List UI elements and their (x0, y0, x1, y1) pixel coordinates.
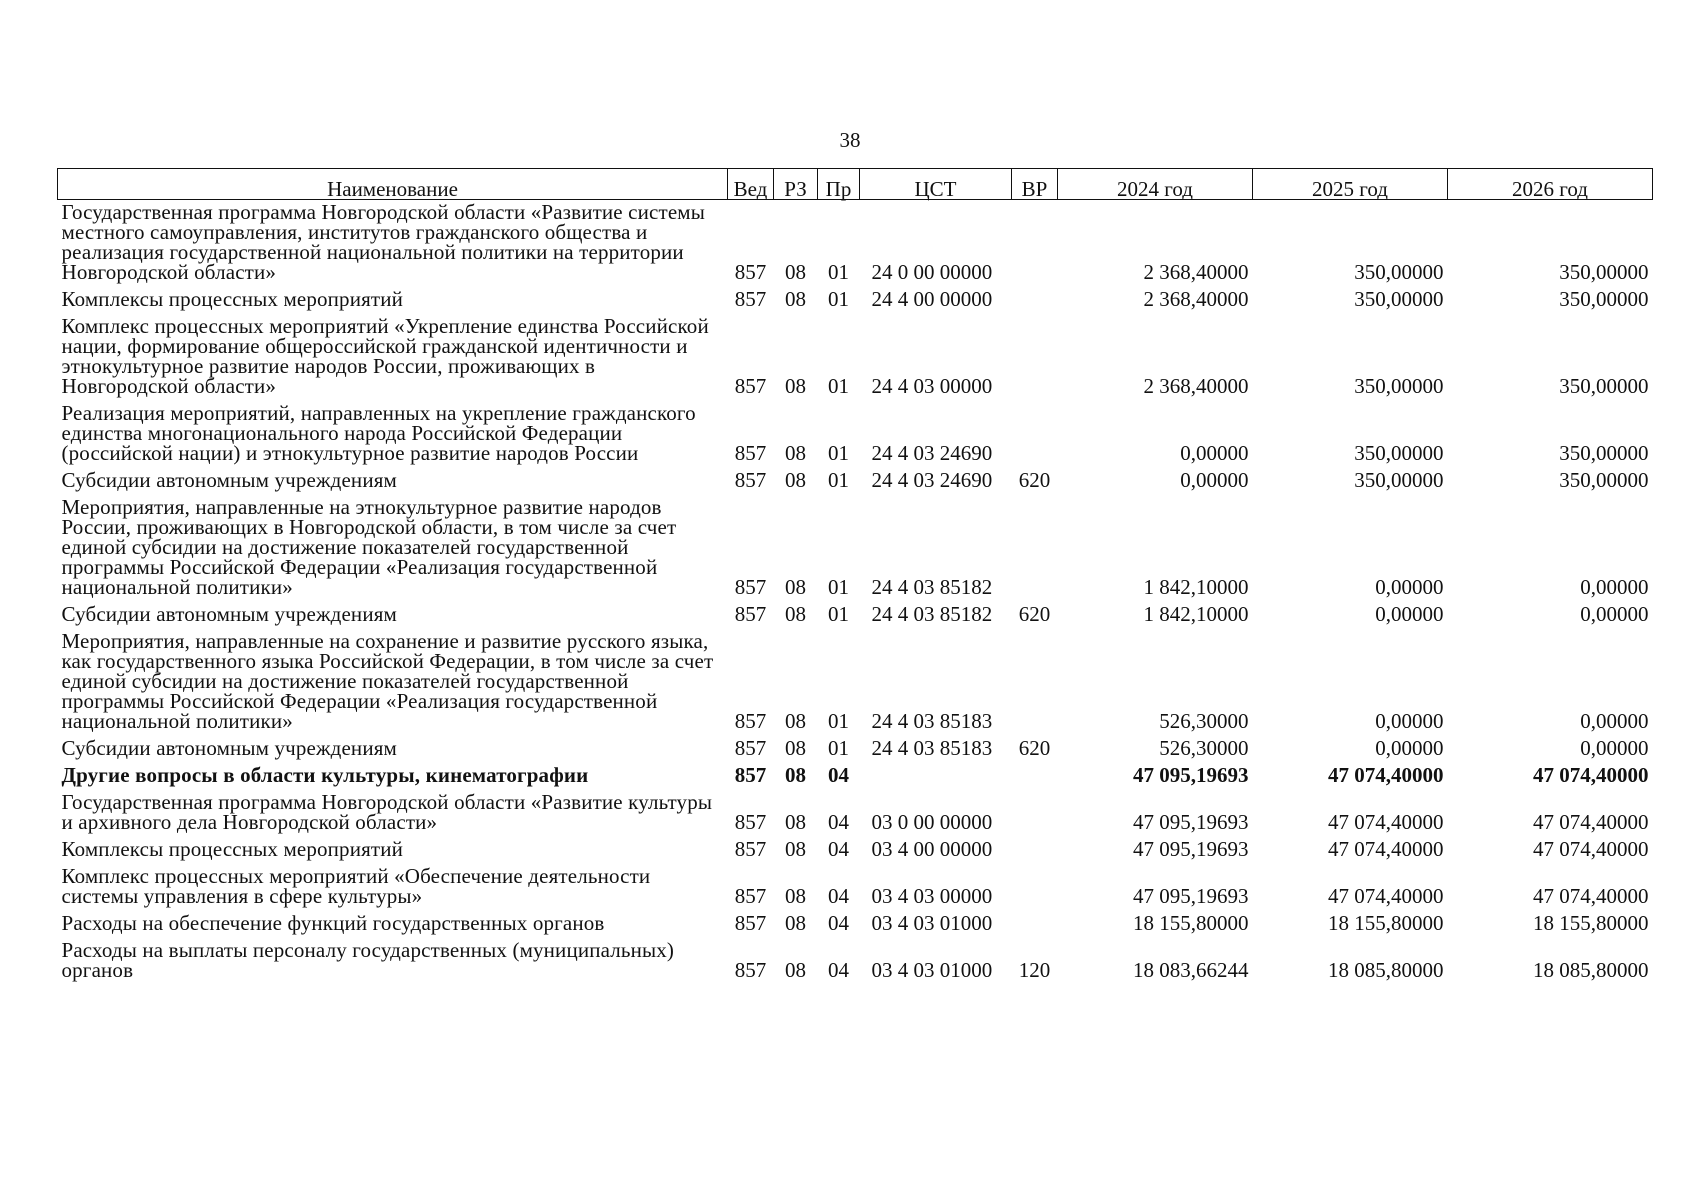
table-row (58, 629, 1653, 736)
row-amount-2025: 350,00000 (1354, 468, 1444, 492)
row-amount-2024: 2 368,40000 (1143, 374, 1249, 398)
row-rz: 08 (785, 575, 806, 599)
row-rz: 08 (785, 441, 806, 465)
row-cst: 24 4 03 85182 (871, 602, 993, 626)
row-amount-2026: 47 074,40000 (1533, 837, 1649, 861)
row-vr (1012, 864, 1058, 911)
row-amount-2026: 350,00000 (1559, 441, 1649, 465)
row-ved: 857 (734, 709, 767, 733)
table-row (58, 763, 1653, 790)
row-cst: 03 0 00 00000 (871, 810, 993, 834)
row-amount-2024: 18 155,80000 (1133, 911, 1249, 935)
row-rz: 08 (785, 810, 806, 834)
row-amount-2024: 526,30000 (1159, 736, 1249, 760)
row-ved: 857 (734, 468, 767, 492)
row-ved: 857 (734, 763, 767, 787)
row-ved: 857 (734, 441, 767, 465)
table-row (58, 401, 1653, 468)
row-amount-2026: 0,00000 (1580, 575, 1649, 599)
row-pr: 01 (828, 602, 849, 626)
row-pr: 01 (828, 441, 849, 465)
row-vr (1012, 401, 1058, 468)
row-amount-2024: 47 095,19693 (1133, 810, 1249, 834)
row-amount-2026: 47 074,40000 (1533, 810, 1649, 834)
row-ved: 857 (734, 736, 767, 760)
row-cst: 24 4 00 00000 (871, 287, 993, 311)
row-amount-2026: 47 074,40000 (1533, 884, 1649, 908)
row-vr: 620 (1018, 602, 1051, 626)
row-vr (1012, 314, 1058, 401)
header-2024: 2024 год (1058, 169, 1253, 200)
row-vr (1012, 837, 1058, 864)
row-pr: 04 (828, 837, 849, 861)
table-body (58, 200, 1653, 986)
row-name: Субсидии автономным учреждениям (61, 468, 397, 492)
table-header (58, 169, 1653, 200)
header-name: Наименование (58, 169, 728, 200)
row-rz: 08 (785, 837, 806, 861)
row-amount-2026: 0,00000 (1580, 602, 1649, 626)
row-name: Реализация мероприятий, направленных на укрепление гражданского единства многонационального народа Российской Федерации (российской нации) и этнокультурное развитие народов России (61, 401, 696, 465)
row-pr: 01 (828, 260, 849, 284)
page-number: 38 (839, 128, 861, 152)
row-amount-2025: 350,00000 (1354, 441, 1444, 465)
row-amount-2025: 47 074,40000 (1328, 837, 1444, 861)
row-pr: 01 (828, 736, 849, 760)
header-cst: ЦСТ (860, 169, 1012, 200)
row-amount-2025: 18 155,80000 (1328, 911, 1444, 935)
row-name: Субсидии автономным учреждениям (61, 736, 397, 760)
row-pr: 01 (828, 468, 849, 492)
row-amount-2025: 47 074,40000 (1328, 763, 1444, 787)
row-rz: 08 (785, 763, 806, 787)
row-cst: 03 4 00 00000 (871, 837, 993, 861)
row-rz: 08 (785, 884, 806, 908)
table-row (58, 200, 1653, 288)
row-pr: 01 (828, 374, 849, 398)
row-amount-2024: 47 095,19693 (1133, 837, 1249, 861)
row-name: Комплексы процессных мероприятий (61, 287, 404, 311)
header-2025: 2025 год (1253, 169, 1448, 200)
row-pr: 04 (828, 958, 849, 982)
row-vr: 620 (1018, 736, 1051, 760)
row-amount-2024: 2 368,40000 (1143, 260, 1249, 284)
row-ved: 857 (734, 575, 767, 599)
table-row (58, 938, 1653, 985)
row-cst: 03 4 03 00000 (871, 884, 993, 908)
row-vr (1012, 200, 1058, 288)
row-vr (1012, 790, 1058, 837)
row-amount-2024: 1 842,10000 (1143, 602, 1249, 626)
row-amount-2026: 0,00000 (1580, 736, 1649, 760)
row-amount-2024: 0,00000 (1180, 441, 1249, 465)
row-amount-2026: 350,00000 (1559, 260, 1649, 284)
row-amount-2026: 350,00000 (1559, 468, 1649, 492)
row-rz: 08 (785, 709, 806, 733)
row-amount-2024: 2 368,40000 (1143, 287, 1249, 311)
table-row (58, 864, 1653, 911)
header-row (58, 169, 1653, 200)
row-name: Расходы на выплаты персоналу государственных (муниципальных) органов (61, 938, 675, 982)
row-ved: 857 (734, 911, 767, 935)
row-cst (860, 763, 1012, 790)
header-2026: 2026 год (1448, 169, 1653, 200)
row-rz: 08 (785, 260, 806, 284)
row-pr: 01 (828, 287, 849, 311)
row-cst: 24 4 03 24690 (871, 468, 993, 492)
row-pr: 04 (828, 763, 849, 787)
row-name: Мероприятия, направленные на сохранение и развитие русского языка, как государственного языка Российской Федерации, в том числе за счет единой субсидии на достижение показателей государственной программы Российской Федерации «Реализация государственной национальной политики» (61, 629, 714, 733)
row-ved: 857 (734, 837, 767, 861)
row-cst: 24 4 03 00000 (871, 374, 993, 398)
row-amount-2025: 0,00000 (1375, 709, 1444, 733)
row-amount-2025: 18 085,80000 (1328, 958, 1444, 982)
header-rz: РЗ (774, 169, 818, 200)
row-amount-2026: 350,00000 (1559, 374, 1649, 398)
row-pr: 04 (828, 911, 849, 935)
row-ved: 857 (734, 260, 767, 284)
row-cst: 24 4 03 85183 (871, 736, 993, 760)
budget-table (57, 168, 1653, 985)
row-rz: 08 (785, 602, 806, 626)
row-vr (1012, 495, 1058, 602)
row-rz: 08 (785, 468, 806, 492)
row-ved: 857 (734, 810, 767, 834)
row-cst: 03 4 03 01000 (871, 958, 993, 982)
row-vr (1012, 911, 1058, 938)
row-name: Комплекс процессных мероприятий «Укрепление единства Российской нации, формирование общероссийской гражданской идентичности и этнокультурное развитие народов России, проживающих в Новгородской области» (61, 314, 709, 398)
row-vr: 120 (1018, 958, 1051, 982)
row-amount-2024: 1 842,10000 (1143, 575, 1249, 599)
table-row (58, 602, 1653, 629)
table-row (58, 314, 1653, 401)
row-rz: 08 (785, 287, 806, 311)
table-row (58, 495, 1653, 602)
row-vr (1012, 287, 1058, 314)
row-ved: 857 (734, 602, 767, 626)
row-rz: 08 (785, 958, 806, 982)
row-cst: 24 4 03 24690 (871, 441, 993, 465)
table-row (58, 911, 1653, 938)
row-rz: 08 (785, 374, 806, 398)
row-name: Государственная программа Новгородской области «Развитие культуры и архивного дела Новгородской области» (61, 790, 713, 834)
row-pr: 04 (828, 810, 849, 834)
row-amount-2024: 526,30000 (1159, 709, 1249, 733)
row-cst: 24 4 03 85182 (871, 575, 993, 599)
row-ved: 857 (734, 374, 767, 398)
row-amount-2025: 0,00000 (1375, 736, 1444, 760)
row-amount-2025: 350,00000 (1354, 260, 1444, 284)
row-amount-2026: 18 085,80000 (1533, 958, 1649, 982)
header-pr: Пр (818, 169, 860, 200)
row-amount-2024: 47 095,19693 (1133, 763, 1249, 787)
row-amount-2024: 18 083,66244 (1133, 958, 1249, 982)
row-ved: 857 (734, 884, 767, 908)
row-amount-2025: 350,00000 (1354, 287, 1444, 311)
row-name: Комплексы процессных мероприятий (61, 837, 404, 861)
row-pr: 04 (828, 884, 849, 908)
row-amount-2026: 47 074,40000 (1533, 763, 1649, 787)
row-cst: 03 4 03 01000 (871, 911, 993, 935)
table-row (58, 287, 1653, 314)
table-row (58, 468, 1653, 495)
row-name: Комплекс процессных мероприятий «Обеспечение деятельности системы управления в сфере культуры» (61, 864, 651, 908)
row-amount-2025: 47 074,40000 (1328, 884, 1444, 908)
row-amount-2024: 0,00000 (1180, 468, 1249, 492)
row-rz: 08 (785, 736, 806, 760)
header-vr: ВР (1012, 169, 1058, 200)
row-pr: 01 (828, 709, 849, 733)
row-amount-2026: 18 155,80000 (1533, 911, 1649, 935)
row-amount-2025: 0,00000 (1375, 602, 1444, 626)
row-ved: 857 (734, 958, 767, 982)
row-amount-2025: 0,00000 (1375, 575, 1444, 599)
row-cst: 24 0 00 00000 (871, 260, 993, 284)
row-cst: 24 4 03 85183 (871, 709, 993, 733)
table-row (58, 736, 1653, 763)
row-name: Государственная программа Новгородской области «Развитие системы местного самоуправления, институтов гражданского общества и реализация государственной национальной политики на территории Новгородской области» (61, 200, 705, 284)
row-name: Мероприятия, направленные на этнокультурное развитие народов России, проживающих в Новгородской области, в том числе за счет единой субсидии на достижение показателей государственной программы Российской Федерации «Реализация государственной национальной политики» (61, 495, 677, 599)
row-name: Другие вопросы в области культуры, кинематографии (61, 763, 589, 787)
row-amount-2025: 47 074,40000 (1328, 810, 1444, 834)
table-row (58, 837, 1653, 864)
row-rz: 08 (785, 911, 806, 935)
row-name: Расходы на обеспечение функций государственных органов (61, 911, 605, 935)
row-name: Субсидии автономным учреждениям (61, 602, 397, 626)
row-vr (1012, 629, 1058, 736)
row-ved: 857 (734, 287, 767, 311)
row-amount-2026: 350,00000 (1559, 287, 1649, 311)
header-ved: Вед (728, 169, 774, 200)
row-amount-2026: 0,00000 (1580, 709, 1649, 733)
table-row (58, 790, 1653, 837)
row-amount-2025: 350,00000 (1354, 374, 1444, 398)
row-vr: 620 (1018, 468, 1051, 492)
row-vr (1012, 763, 1058, 790)
row-amount-2024: 47 095,19693 (1133, 884, 1249, 908)
row-pr: 01 (828, 575, 849, 599)
